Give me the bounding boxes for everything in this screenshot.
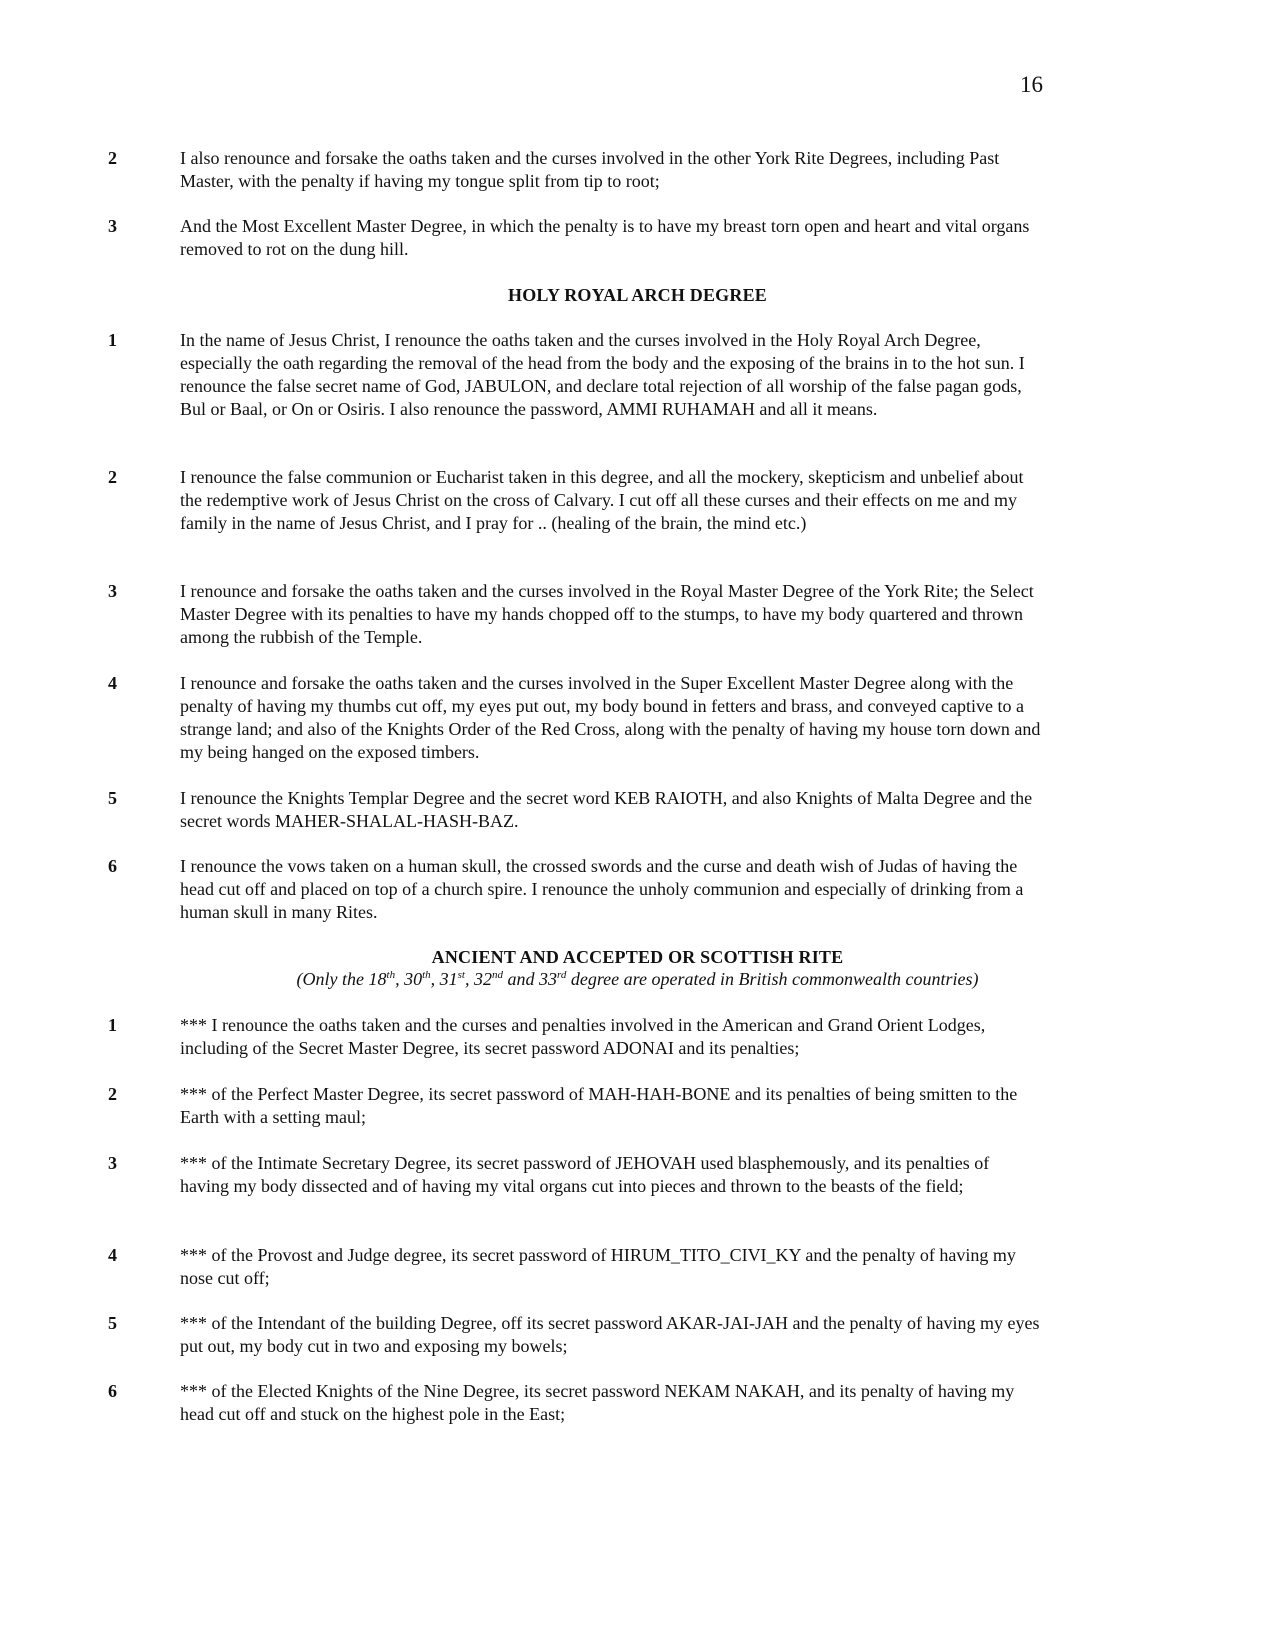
item-number: 4 xyxy=(108,673,117,693)
item-number: 4 xyxy=(108,1245,117,1265)
item-text: I renounce and forsake the oaths taken and the curses involved in the Super Excellent Master Degree along with the penalty of having my thumbs cut off, my eyes put out, my body bound in fetters and brass, and conveyed captive to a strange land; and also of the Knights Order of the Red Cross, along with the penalty of having my house torn down and my being hanged on the exposed timbers. xyxy=(180,673,1041,762)
item-text: And the Most Excellent Master Degree, in which the penalty is to have my breast torn open and heart and vital organs removed to rot on the dung hill. xyxy=(180,216,1030,259)
item-number: 2 xyxy=(108,148,117,168)
item-number: 1 xyxy=(108,330,117,350)
item-text: I renounce and forsake the oaths taken and the curses involved in the Royal Master Degree of the York Rite; the Select Master Degree with its penalties to have my hands chopped off to the stumps, to have my body quartered and thrown among the rubbish of the Temple. xyxy=(180,581,1034,647)
section-heading-scottish-rite: ANCIENT AND ACCEPTED OR SCOTTISH RITE xyxy=(431,947,844,967)
item-number: 6 xyxy=(108,856,117,876)
item-number: 2 xyxy=(108,467,117,487)
item-text: *** of the Elected Knights of the Nine Degree, its secret password NEKAM NAKAH, and its penalty of having my head cut off and stuck on the highest pole in the East; xyxy=(180,1381,1015,1424)
item-text: *** of the Intendant of the building Degree, off its secret password AKAR-JAI-JAH and the penalty of having my eyes put out, my body cut in two and exposing my bowels; xyxy=(180,1313,1040,1356)
section-heading-royal-arch: HOLY ROYAL ARCH DEGREE xyxy=(508,285,767,305)
item-number: 3 xyxy=(108,581,117,601)
page-number: 16 xyxy=(1020,72,1043,97)
item-text: *** of the Provost and Judge degree, its secret password of HIRUM_TITO_CIVI_KY and the penalty of having my nose cut off; xyxy=(180,1245,1016,1288)
item-text: *** I renounce the oaths taken and the curses and penalties involved in the American and Grand Orient Lodges, including of the Secret Master Degree, its secret password ADONAI and its penalties; xyxy=(180,1015,986,1058)
item-number: 3 xyxy=(108,216,117,236)
item-number: 2 xyxy=(108,1084,117,1104)
item-text: In the name of Jesus Christ, I renounce the oaths taken and the curses involved in the Holy Royal Arch Degree, especially the oath regarding the removal of the head from the body and the exposing of the brains in to the hot sun. I renounce the false secret name of God, JABULON, and declare total rejection of all worship of the false pagan gods, Bul or Baal, or On or Osiris. I also renounce the password, AMMI RUHAMAH and all it means. xyxy=(180,330,1025,419)
item-text: I renounce the vows taken on a human skull, the crossed swords and the curse and death wish of Judas of having the head cut off and placed on top of a church spire. I renounce the unholy communion and especially of drinking from a human skull in many Rites. xyxy=(180,856,1024,922)
item-text: *** of the Intimate Secretary Degree, its secret password of JEHOVAH used blasphemously, and its penalties of having my body dissected and of having my vital organs cut into pieces and thrown to the beasts of the field; xyxy=(180,1153,990,1196)
item-number: 6 xyxy=(108,1381,117,1401)
item-number: 5 xyxy=(108,788,117,808)
item-text: I renounce the Knights Templar Degree and the secret word KEB RAIOTH, and also Knights of Malta Degree and the secret words MAHER-SHALAL-HASH-BAZ. xyxy=(180,788,1033,831)
section-note: (Only the 18th, 30th, 31st, 32nd and 33rd degree are operated in British commonwealth countries) xyxy=(296,969,979,989)
item-text: *** of the Perfect Master Degree, its secret password of MAH-HAH-BONE and its penalties of being smitten to the Earth with a setting maul; xyxy=(180,1084,1018,1127)
item-text: I also renounce and forsake the oaths taken and the curses involved in the other York Rite Degrees, including Past Master, with the penalty if having my tongue split from tip to root; xyxy=(180,148,1000,191)
item-text: I renounce the false communion or Eucharist taken in this degree, and all the mockery, skepticism and unbelief about the redemptive work of Jesus Christ on the cross of Calvary. I cut off all these curses and their effects on me and my family in the name of Jesus Christ, and I pray for .. (healing of the brain, the mind etc.) xyxy=(180,467,1024,533)
item-number: 1 xyxy=(108,1015,117,1035)
item-number: 3 xyxy=(108,1153,117,1173)
item-number: 5 xyxy=(108,1313,117,1333)
